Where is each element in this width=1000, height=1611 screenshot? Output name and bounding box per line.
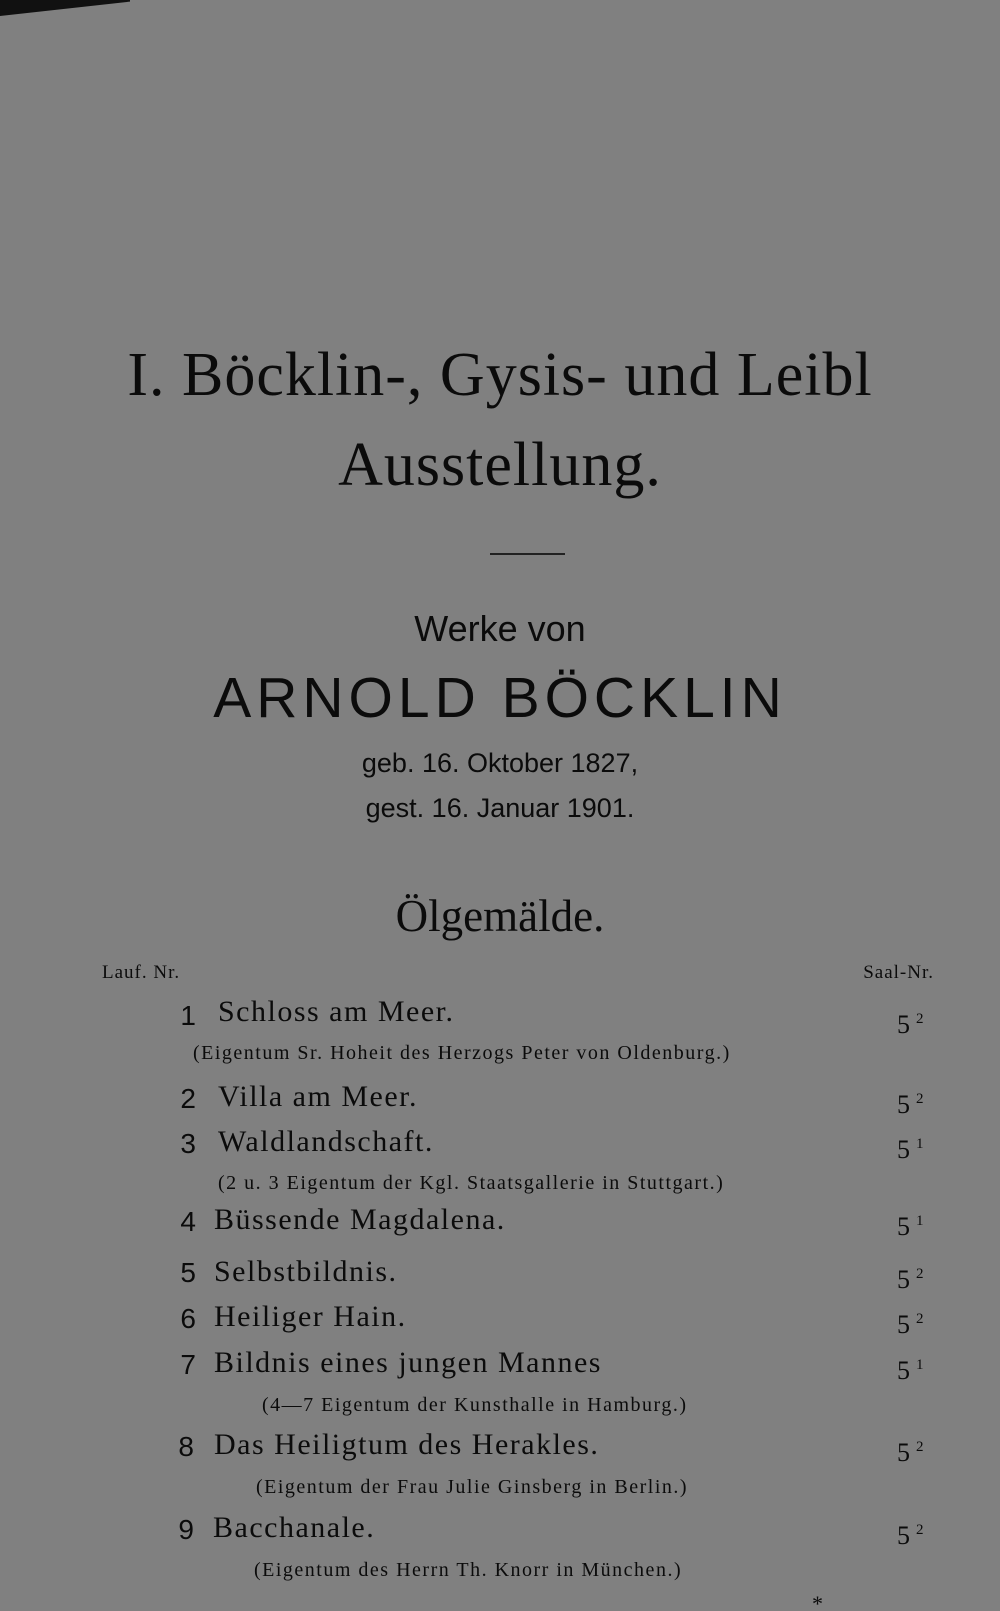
entry-note: (4—7 Eigentum der Kunsthalle in Hamburg.) [262,1394,688,1416]
entry-note: (Eigentum Sr. Hoheit des Herzogs Peter von Oldenburg.) [193,1042,731,1064]
entry-title: Bacchanale. [213,1511,376,1544]
entry-title: Büssende Magdalena. [214,1203,506,1236]
entry-number: 4 [180,1206,196,1237]
section-title: Ölgemälde. [395,891,605,941]
death-date: gest. 16. Januar 1901. [365,793,635,823]
entry-number: 9 [178,1514,194,1545]
page-signature-mark: * [812,1596,823,1611]
entry-room: 5 $^2$ [897,1090,924,1119]
birth-date: geb. 16. Oktober 1827, [361,748,639,778]
entry-room: 5 $^2$ [897,1310,924,1339]
entry-title: Villa am Meer. [218,1080,418,1113]
entry-room: 5 $^2$ [897,1521,924,1550]
entry-note: (Eigentum des Herrn Th. Knorr in München.) [254,1559,683,1581]
entry-room: 5 $^1$ [897,1135,924,1164]
entry-number: 3 [180,1128,196,1159]
entry-note: (Eigentum der Frau Julie Ginsberg in Berlin.) [256,1476,689,1498]
entry-number: 5 [180,1257,196,1288]
scan-edge-mark [0,0,130,16]
page-title-line-2: Ausstellung. [338,431,662,499]
entry-title: Waldlandschaft. [218,1125,434,1158]
entry-number: 8 [178,1431,194,1462]
entry-room: 5 $^2$ [897,1265,924,1294]
entry-room: 5 $^1$ [897,1356,924,1385]
entry-number: 7 [180,1349,196,1380]
column-header-saal-nr: Saal-Nr. [863,962,934,983]
entry-room: 5 $^2$ [897,1010,924,1039]
entry-number: 6 [180,1303,196,1334]
entry-room: 5 $^2$ [897,1438,924,1467]
divider-rule [490,553,565,555]
works-label: Werke von [414,608,586,649]
entry-title: Das Heiligtum des Herakles. [214,1428,600,1461]
entry-title: Heiliger Hain. [214,1300,407,1333]
column-header-lauf-nr: Lauf. Nr. [102,962,181,983]
entry-title: Selbstbildnis. [214,1255,398,1288]
entry-title: Bildnis eines jungen Mannes [214,1346,602,1379]
entry-title: Schloss am Meer. [218,995,455,1028]
artist-name: ARNOLD BÖCKLIN [213,666,787,730]
entry-note: (2 u. 3 Eigentum der Kgl. Staatsgallerie in Stuttgart.) [218,1172,725,1194]
entry-number: 1 [180,1000,196,1031]
entry-number: 2 [180,1083,196,1114]
page-title-line-1: I. Böcklin-, Gysis- und Leibl [127,341,873,409]
entry-room: 5 $^1$ [897,1212,924,1241]
